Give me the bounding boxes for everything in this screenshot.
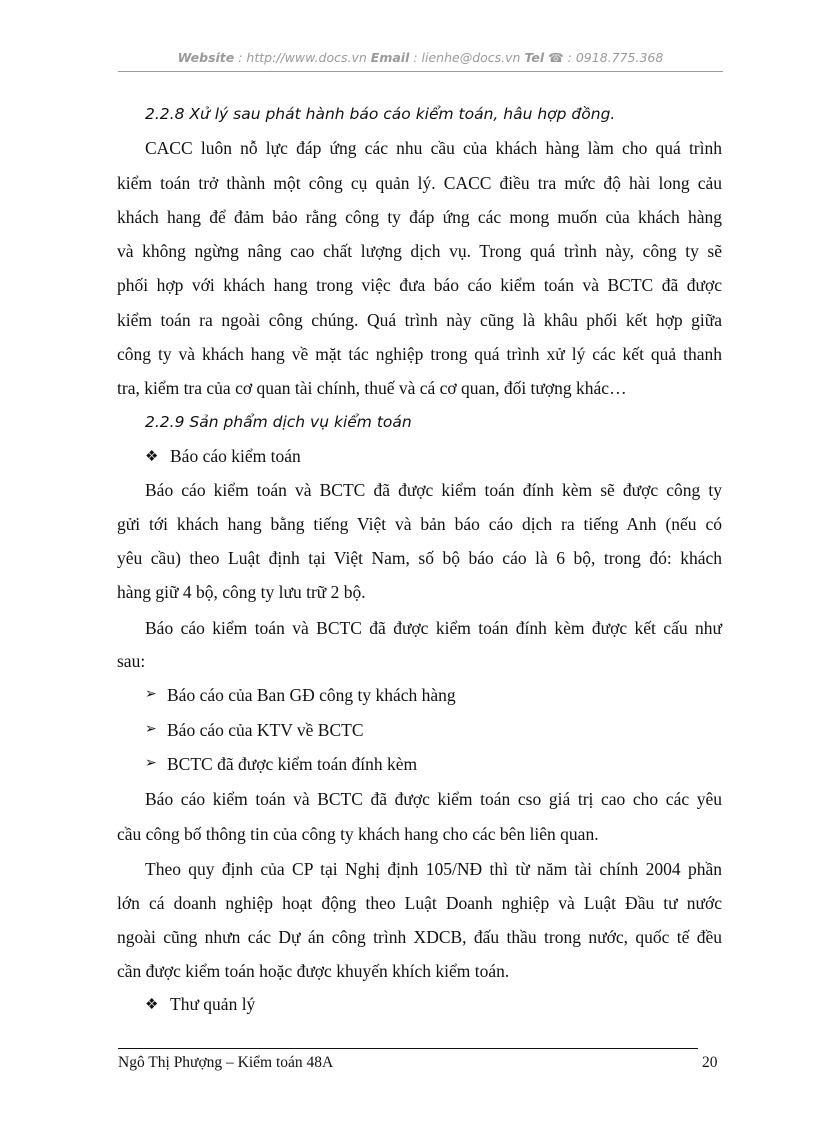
- email-label: Email: [370, 50, 410, 65]
- section-bao-cao-kiem-toan: Báo cáo kiểm toán: [170, 446, 301, 466]
- arrow-bullet-icon: ➢: [145, 687, 157, 702]
- diamond-bullet-icon: ❖: [145, 997, 159, 1013]
- website-label: Website: [177, 50, 235, 65]
- page-header: [118, 50, 723, 65]
- paragraph-1-line: kiểm toán ra ngoài công chúng. Quá trình này cũng là khâu phối kết hợp giữa: [117, 310, 722, 330]
- footer-divider: [118, 1048, 698, 1049]
- tel-value: : 0918.775.368: [563, 50, 664, 65]
- paragraph-3-line: Báo cáo kiểm toán và BCTC đã được kiểm toán đính kèm được kết cấu như: [145, 618, 722, 638]
- header-divider: [118, 71, 723, 72]
- paragraph-2-line: gửi tới khách hang bằng tiếng Việt và bản báo cáo dịch ra tiếng Anh (nếu có: [117, 514, 722, 534]
- list-item: BCTC đã được kiểm toán đính kèm: [167, 754, 418, 774]
- paragraph-1-line: tra, kiểm tra của cơ quan tài chính, thuế và cá cơ quan, đối tượng khác…: [117, 378, 627, 398]
- heading-2-2-8: 2.2.8 Xử lý sau phát hành báo cáo kiểm toán, hâu hợp đồng.: [145, 105, 616, 123]
- list-item: Báo cáo của KTV về BCTC: [167, 720, 364, 740]
- arrow-bullet-icon: ➢: [145, 722, 157, 737]
- phone-icon: ☎: [548, 50, 564, 65]
- paragraph-2-line: Báo cáo kiểm toán và BCTC đã được kiểm toán đính kèm sẽ được công ty: [145, 480, 722, 500]
- paragraph-4-line: Báo cáo kiểm toán và BCTC đã được kiểm toán cso giá trị cao cho các yêu: [145, 789, 722, 809]
- list-item: Báo cáo của Ban GĐ công ty khách hàng: [167, 685, 456, 705]
- paragraph-1-line: kiểm toán trở thành một công cụ quản lý. CACC điều tra mức độ hài long cảu: [117, 173, 722, 193]
- paragraph-1-line: phối hợp với khách hang trong việc đưa báo cáo kiểm toán và BCTC đã được: [117, 275, 722, 295]
- paragraph-1-line: khách hang để đảm bảo rằng công ty đáp ứng các mong muốn của khách hàng: [117, 207, 722, 227]
- paragraph-1-line: công ty và khách hang về mặt tác nghiệp trong quá trình xử lý các kết quả thanh: [117, 344, 722, 364]
- paragraph-1-line: CACC luôn nỗ lực đáp ứng các nhu cầu của khách hàng làm cho quá trình: [145, 138, 722, 158]
- paragraph-4-line: cầu công bố thông tin của công ty khách hang cho các bên liên quan.: [117, 824, 599, 844]
- paragraph-5-line: ngoài cũng nhưn các Dự án công trình XDCB, đấu thầu trong nước, quốc tế đều: [117, 927, 722, 947]
- page-number: 20: [702, 1054, 718, 1071]
- paragraph-5-line: lớn cá doanh nghiệp hoạt động theo Luật Doanh nghiệp và Luật Đầu tư nước: [117, 893, 722, 913]
- arrow-bullet-icon: ➢: [145, 756, 157, 771]
- tel-label: Tel: [524, 50, 545, 65]
- paragraph-2-line: hàng giữ 4 bộ, công ty lưu trữ 2 bộ.: [117, 582, 366, 602]
- paragraph-3-line: sau:: [117, 651, 146, 671]
- paragraph-1-line: và không ngừng nâng cao chất lượng dịch vụ. Trong quá trình này, công ty sẽ: [117, 241, 722, 261]
- website-value: : http://www.docs.vn: [234, 50, 371, 65]
- section-thu-quan-ly: Thư quản lý: [170, 994, 256, 1014]
- paragraph-2-line: yêu cầu) theo Luật định tại Việt Nam, số bộ báo cáo là 6 bộ, trong đó: khách: [117, 548, 722, 568]
- heading-2-2-9: 2.2.9 Sản phẩm dịch vụ kiểm toán: [145, 413, 412, 431]
- diamond-bullet-icon: ❖: [145, 449, 159, 465]
- email-value: : lienhe@docs.vn: [409, 50, 525, 65]
- paragraph-5-line: Theo quy định của CP tại Nghị định 105/NĐ thì từ năm tài chính 2004 phần: [145, 859, 722, 879]
- paragraph-5-line: cần được kiểm toán hoặc được khuyến khích kiểm toán.: [117, 961, 510, 981]
- footer-author: Ngô Thị Phượng – Kiểm toán 48A: [118, 1054, 334, 1071]
